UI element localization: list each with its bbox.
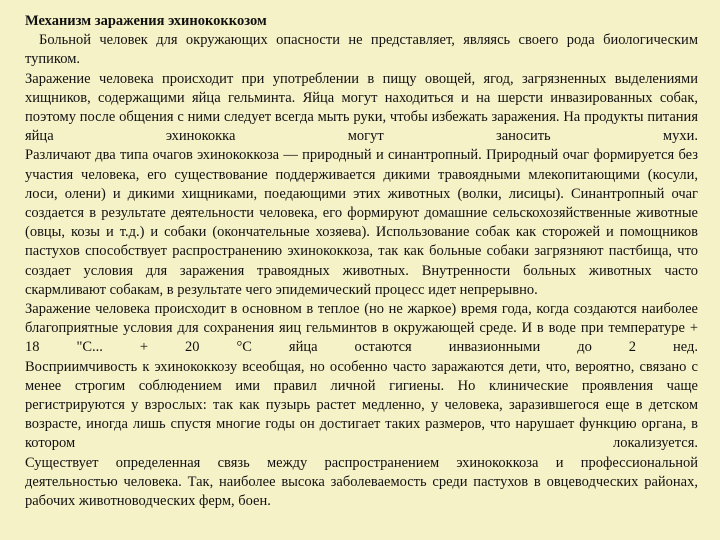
paragraph-foci-types: Различают два типа очагов эхинококкоза — природный и синантропный. Природный очаг формируется без участия человека, его существование поддерживается дикими травоядными млекопитающими (косули, лоси, олени) и дикими хищниками, поедающими этих животных (волки, лисицы). Синантропный очаг создается в результате деятельности человека, его формируют домашние сельскохозяйственные животные (овцы, козы и т.д.) и собаки (окончательные хозяева). Использование собак как сторожей и помощников пастухов способствует распространению эхинококкоза, так как больные собаки загрязняют пастбища, что создает условия для заражения травоядных животных. Внутренности больных животных часто скармливают собакам, в результате чего эпидемический процесс идет непрерывно.: [25, 147, 698, 298]
document-title: Механизм заражения эхинококкозом: [25, 13, 267, 29]
paragraph-occupational-risk: Существует определенная связь между распространением эхинококкоза и профессиональной деятельностью человека. Так, наиболее высока заболеваемость среди пастухов в овцеводческих районах, рабочих животноводческих ферм, боен.: [25, 454, 698, 510]
paragraph-infection-route: Заражение человека происходит при употреблении в пищу овощей, ягод, загрязненных выделениями хищников, содержащими яйца гельминта. Яйца могут находиться и на шерсти инвазированных собак, поэтому после общения с ними следует всегда мыть руки, чтобы избежать заражения. На продукты питания яйца эхинококка могут заносить мухи.: [25, 70, 698, 145]
paragraph-seasonality: Заражение человека происходит в основном в теплое (но не жаркое) время года, когда создаются наиболее благоприятные условия для сохранения яиц гельминтов в окружающей среде. И в воде при температуре + 18 "С... + 20 °С яйца остаются инвазионными до 2 нед.: [25, 301, 698, 356]
paragraph-biological-dead-end: Больной человек для окружающих опасности не представляет, являясь своего рода биологическим тупиком.: [25, 32, 698, 68]
paragraph-susceptibility: Восприимчивость к эхинококкозу всеобщая, но особенно часто заражаются дети, что, вероятно, связано с менее строгим соблюдением ими правил личной гигиены. Но клинические проявления чаще регистрируются у взрослых: так как пузырь растет медленно, у человека, заразившегося еще в детском возрасте, иногда лишь спустя многие годы он достигает таких размеров, что нарушает функцию органа, в котором локализуется.: [25, 358, 698, 452]
document-page: [25, 12, 698, 511]
